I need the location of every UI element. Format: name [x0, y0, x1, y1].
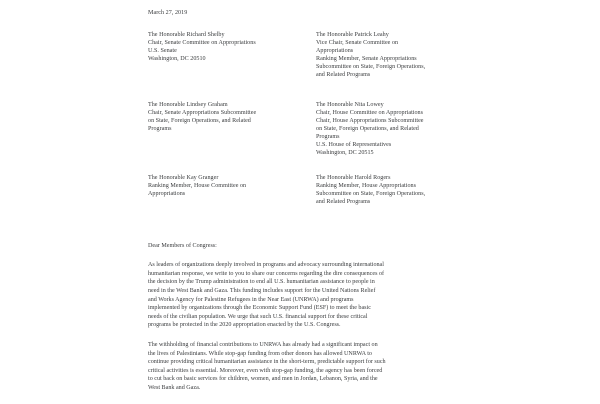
recipient-line: Appropriations [148, 190, 186, 197]
body-line: humanitarian response, we write to you to share our concerns regarding the dire consequences of [148, 270, 385, 277]
recipient-line: The Honorable Nita Lowey [316, 101, 384, 108]
recipient-line: The Honorable Richard Shelby [148, 31, 225, 38]
body-line: West Bank and Gaza. [148, 384, 201, 391]
recipient-row-1 [148, 31, 484, 79]
recipient-line: Washington, DC 20510 [148, 55, 206, 62]
recipient-line: The Honorable Harold Rogers [316, 174, 391, 181]
recipient-line: Programs [316, 133, 340, 140]
body-line: need in the West Bank and Gaza. This funding includes support for the United Nations Relief [148, 287, 376, 294]
recipient-block-harold-rogers [316, 174, 484, 206]
recipient-line: and Related Programs [316, 71, 371, 78]
recipient-block-patrick-leahy [316, 31, 484, 79]
recipient-line: Subcommittee on State, Foreign Operations, [316, 63, 426, 70]
recipient-line: Vice Chair, Senate Committee on [316, 39, 399, 46]
recipient-column-right [316, 101, 484, 157]
recipient-column-left [148, 101, 316, 157]
body-line: As leaders of organizations deeply involved in programs and advocacy surrounding international [148, 262, 384, 269]
recipient-line: Programs [148, 125, 172, 132]
recipient-block-richard-shelby [148, 31, 308, 63]
recipient-line: U.S. Senate [148, 47, 177, 54]
body-line: programs be protected in the 2020 appropriation enacted by the U.S. Congress. [148, 322, 341, 329]
body-paragraph-2 [148, 341, 478, 393]
body-line: needs of the civilian population. We urge that such U.S. financial support for these critical [148, 313, 368, 320]
body-line: and Works Agency for Palestine Refugees in the Near East (UNRWA) and programs [148, 296, 354, 303]
body-line: the decision by the Trump administration to end all U.S. humanitarian assistance to people in [148, 279, 375, 286]
recipient-line: Chair, Senate Committee on Appropriations [148, 39, 256, 46]
recipient-line: on State, Foreign Operations, and Related [316, 125, 419, 132]
letter-date: March 27, 2019 [148, 10, 188, 16]
recipient-row-3 [148, 174, 484, 206]
recipient-line: Ranking Member, House Committee on [148, 182, 247, 189]
recipient-column-right [316, 174, 484, 206]
body-line: implemented by organizations through the Economic Support Fund (ESF) to meet the basic [148, 305, 371, 312]
recipient-line: Washington, DC 20515 [316, 149, 374, 156]
body-line: continue providing critical humanitarian assistance in the short-term, predictable support for such [148, 359, 386, 366]
recipient-line: Ranking Member, House Appropriations [316, 182, 416, 189]
recipient-row-spacer [148, 157, 484, 174]
letter-salutation: Dear Members of Congress: [148, 242, 217, 249]
recipient-line: Appropriations [316, 47, 354, 54]
recipient-block-lindsey-graham [148, 101, 308, 133]
recipient-column-left [148, 174, 316, 206]
recipient-line: U.S. House of Representatives [316, 141, 392, 148]
recipient-block-nita-lowey [316, 101, 484, 157]
recipient-row-spacer [148, 79, 484, 101]
recipient-row-2 [148, 101, 484, 157]
recipient-line: Chair, Senate Appropriations Subcommittee [148, 109, 257, 116]
recipient-line: The Honorable Kay Granger [148, 174, 219, 181]
body-line: to cut back on basic services for children, women, and men in Jordan, Lebanon, Syria, and the [148, 376, 378, 383]
body-paragraph-1 [148, 261, 478, 330]
body-line: critical activities is essential. Moreover, even with stop-gap funding, the agency has been forced [148, 367, 383, 374]
recipient-line: The Honorable Patrick Leahy [316, 31, 389, 38]
body-line: the lives of Palestinians. While stop-gap funding from other donors has allowed UNRWA to [148, 350, 372, 357]
recipient-block-kay-granger [148, 174, 308, 198]
recipient-line: Subcommittee on State, Foreign Operations, [316, 190, 426, 197]
recipient-line: Chair, House Appropriations Subcommittee [316, 117, 424, 124]
recipient-line: and Related Programs [316, 198, 371, 205]
recipient-line: Ranking Member, Senate Appropriations [316, 55, 417, 62]
recipient-column-right [316, 31, 484, 79]
recipient-column-left [148, 31, 316, 79]
recipient-line: on State, Foreign Operations, and Related [148, 117, 251, 124]
recipient-line: Chair, House Committee on Appropriations [316, 109, 424, 116]
body-line: The withholding of financial contributions to UNRWA has already had a significant impact on [148, 341, 378, 348]
letter-content [148, 9, 484, 404]
recipient-line: The Honorable Lindsey Graham [148, 101, 228, 108]
